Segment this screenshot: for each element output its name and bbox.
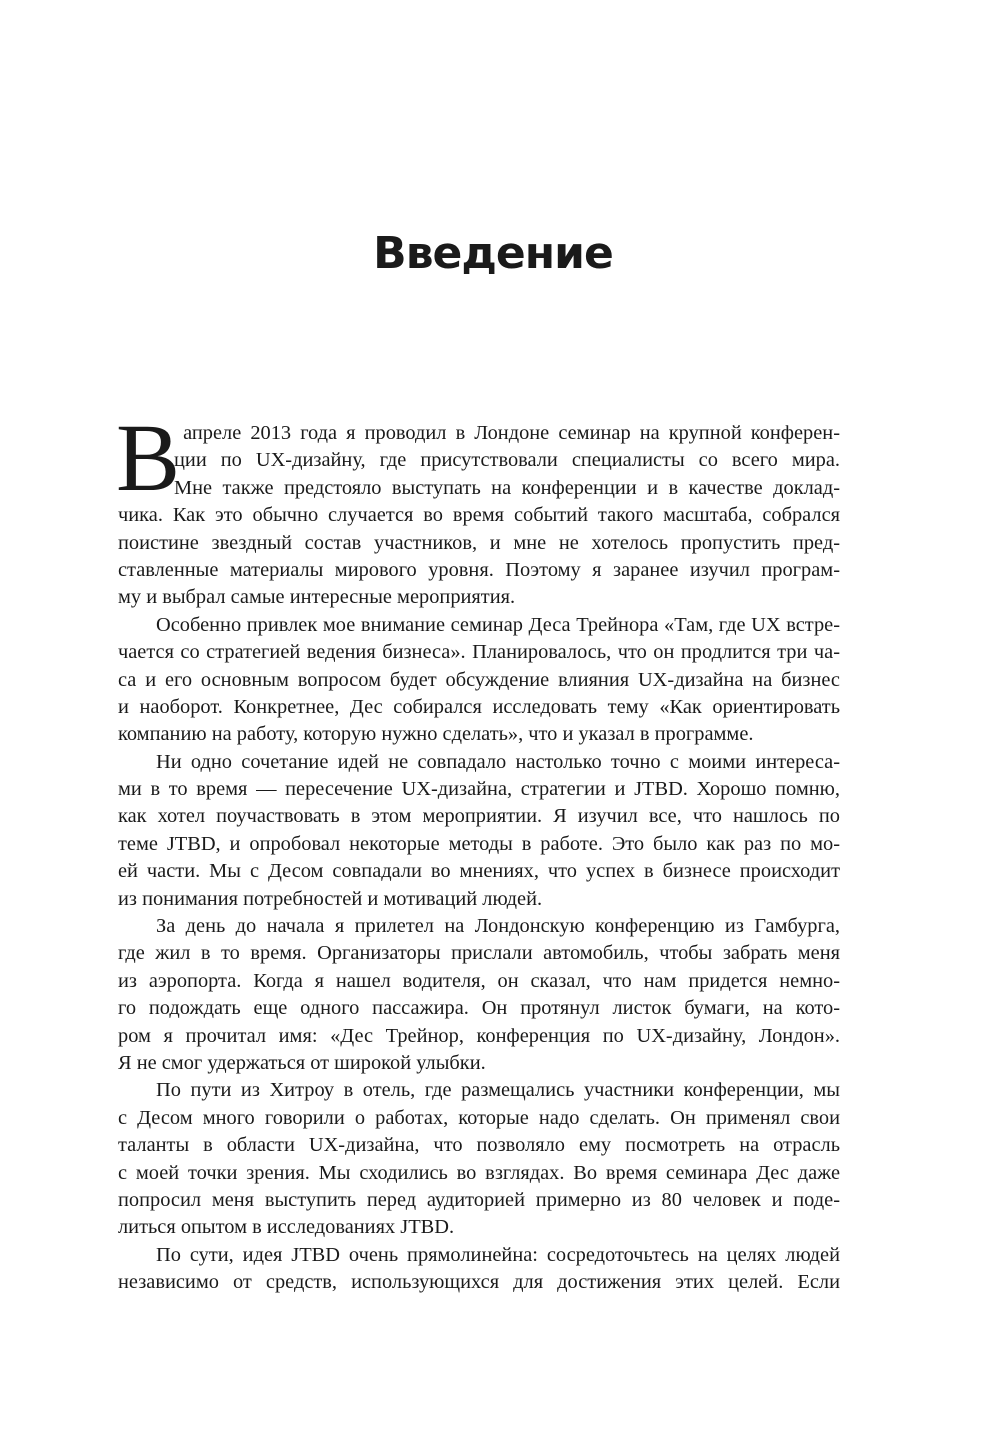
text-line: попросил меня выступить перед аудиторией примерно из 80 человек и поде- bbox=[118, 1188, 840, 1211]
text-line: са и его основным вопросом будет обсуждение влияния UX-дизайна на бизнес bbox=[118, 668, 840, 691]
drop-cap: В bbox=[116, 404, 181, 511]
text-line: независимо от средств, использующихся для достижения этих целей. Если bbox=[118, 1271, 840, 1294]
text-line: чика. Как это обычно случается во время событий такого масштаба, собрался bbox=[118, 504, 840, 527]
text-line: как хотел поучаствовать в этом мероприятии. Я изучил все, что нашлось по bbox=[118, 805, 840, 828]
page-title: Введение bbox=[373, 228, 613, 279]
text-line: Мне также предстояло выступать на конференции и в качестве доклад- bbox=[174, 476, 840, 499]
text-line: апреле 2013 года я проводил в Лондоне семинар на крупной конферен- bbox=[174, 422, 840, 444]
body-text bbox=[116, 404, 840, 1297]
text-line: му и выбрал самые интересные мероприятия. bbox=[118, 586, 516, 609]
text-line: и наоборот. Конкретнее, Дес собирался исследовать тему «Как ориентировать bbox=[118, 695, 840, 718]
text-line: Ни одно сочетание идей не совпадало настолько точно с моими интереса- bbox=[156, 750, 840, 773]
text-line: поистине звездный состав участников, и мне не хотелось пропустить пред- bbox=[118, 531, 840, 554]
text-line: За день до начала я прилетел на Лондонскую конференцию из Гамбурга, bbox=[156, 915, 840, 938]
text-line: ром я прочитал имя: «Дес Трейнор, конференция по UX-дизайну, Лондон». bbox=[118, 1024, 840, 1047]
text-line: ставленные материалы мирового уровня. Поэтому я заранее изучил програм- bbox=[118, 558, 840, 581]
text-line: с Десом много говорили о работах, которые надо сделать. Он применял свои bbox=[118, 1106, 840, 1129]
text-line: го подождать еще одного пассажира. Он протянул листок бумаги, на кото- bbox=[118, 997, 840, 1020]
text-line: из аэропорта. Когда я нашел водителя, он сказал, что нам придется немно- bbox=[118, 969, 840, 992]
text-line: По сути, идея JTBD очень прямолинейна: сосредоточьтесь на целях людей bbox=[156, 1243, 840, 1266]
text-line: с моей точки зрения. Мы сходились во взглядах. Во время семинара Дес даже bbox=[118, 1161, 840, 1184]
text-line: Я не смог удержаться от широкой улыбки. bbox=[118, 1051, 486, 1074]
text-line: из понимания потребностей и мотиваций людей. bbox=[118, 887, 543, 910]
text-line: компанию на работу, которую нужно сделать», что и указал в программе. bbox=[118, 723, 754, 746]
text-line: литься опытом в исследованиях JTBD. bbox=[118, 1216, 455, 1239]
text-line: где жил в то время. Организаторы прислали автомобиль, чтобы забрать меня bbox=[118, 942, 840, 965]
text-line: чается со стратегией ведения бизнеса». Планировалось, что он продлится три ча- bbox=[118, 641, 840, 664]
text-line: По пути из Хитроу в отель, где размещались участники конференции, мы bbox=[156, 1079, 840, 1102]
text-line: теме JTBD, и опробовал некоторые методы в работе. Это было как раз по мо- bbox=[118, 832, 840, 855]
text-line: ми в то время — пересечение UX-дизайна, стратегии и JTBD. Хорошо помню, bbox=[118, 778, 840, 801]
text-line: ей части. Мы с Десом совпадали во мнениях, что успех в бизнесе происходит bbox=[118, 860, 840, 883]
text-line: таланты в области UX-дизайна, что позволяло ему посмотреть на отрасль bbox=[118, 1134, 840, 1157]
text-line: Особенно привлек мое внимание семинар Деса Трейнора «Там, где UX встре- bbox=[156, 613, 840, 636]
text-line: ции по UX-дизайну, где присутствовали специалисты со всего мира. bbox=[174, 449, 840, 472]
